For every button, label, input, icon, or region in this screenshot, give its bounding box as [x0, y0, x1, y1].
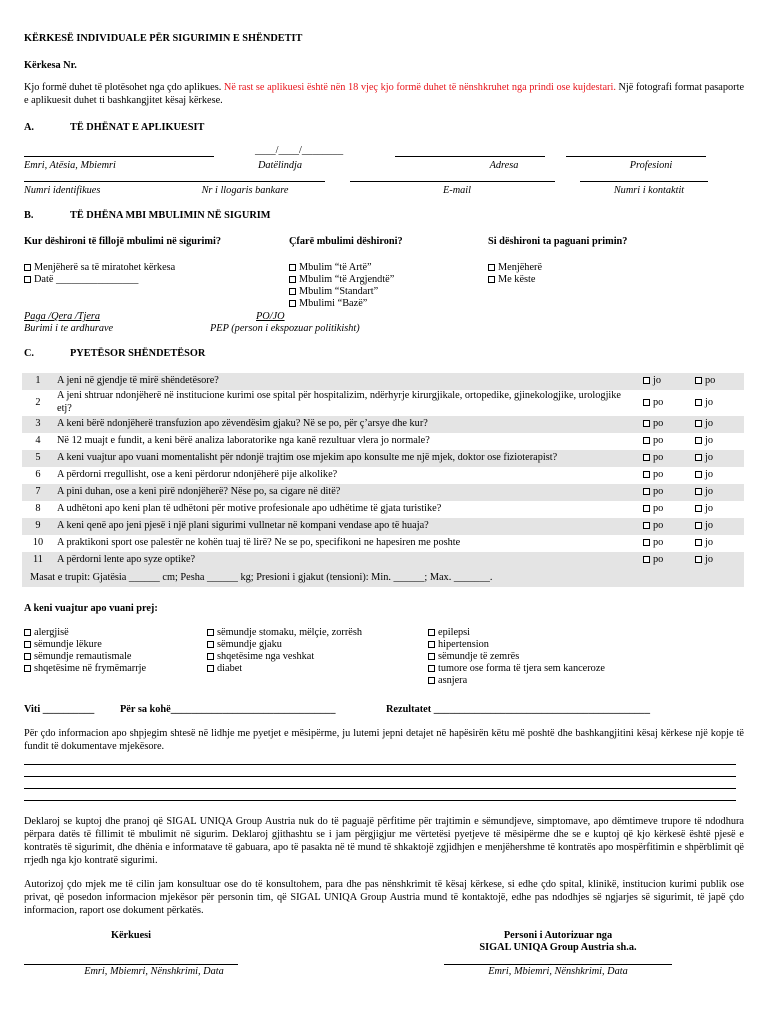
start-option-immediately[interactable]: Menjëherë sa të miratohet kërkesa	[24, 262, 175, 275]
results-field[interactable]: Rezultatet __________________________________________	[386, 704, 650, 715]
answer-option-a[interactable]: po	[640, 467, 692, 484]
table-row	[22, 450, 744, 467]
question-text: A jeni shtruar ndonjëherë në institucione kurimi ose spital për hospitalizim, ndërhyrje kirurgjikale, ortopedike, gjinekologjike, urologjike etj?	[57, 390, 622, 414]
answer-option-a[interactable]: po	[640, 552, 692, 569]
checkbox-icon[interactable]	[695, 522, 702, 529]
question-number: 6	[35, 469, 41, 481]
condition-option[interactable]: hipertension	[428, 639, 605, 651]
payment-question: Si dëshironi ta paguani primin?	[488, 236, 628, 247]
answer-option-a[interactable]: po	[640, 390, 692, 416]
answer-option-b[interactable]: jo	[692, 390, 744, 416]
table-row	[22, 433, 744, 450]
checkbox-icon[interactable]	[695, 399, 702, 406]
condition-option[interactable]: shqetësime në frymëmarrje	[24, 663, 146, 675]
checkbox-icon[interactable]	[695, 539, 702, 546]
question-text: A keni bërë ndonjëherë transfuzion apo zëvendësim gjaku? Në se po, për ç’arsye dhe kur?	[54, 416, 640, 433]
question-text: A keni vuajtur apo vuani momentalisht për ndonjë trajtim ose mjekim apo konsulte me një mjek, doktor ose fizioterapist?	[54, 450, 640, 467]
payment-option-installments[interactable]: Me këste	[488, 274, 535, 287]
checkbox-icon[interactable]	[24, 629, 31, 636]
coverage-start-question: Kur dëshironi të fillojë mbulimi në sigurimi?	[24, 236, 221, 247]
authorized-person-title-1: Personi i Autorizuar nga	[503, 930, 613, 941]
income-source-field[interactable]: Paga /Qera /Tjera	[24, 311, 101, 322]
address-label: Adresa	[489, 160, 519, 171]
checkbox-icon[interactable]	[207, 665, 214, 672]
checkbox-icon[interactable]	[24, 653, 31, 660]
question-number: 8	[35, 503, 41, 515]
answer-option-b[interactable]: jo	[692, 484, 744, 501]
condition-option[interactable]: diabet	[207, 663, 362, 675]
document-title: KËRKESË INDIVIDUALE PËR SIGURIMIN E SHËNDETIT	[24, 33, 303, 44]
checkbox-icon[interactable]	[24, 276, 31, 283]
contact-number-field[interactable]	[580, 181, 708, 182]
checkbox-icon[interactable]	[24, 264, 31, 271]
answer-option-b[interactable]: jo	[692, 552, 744, 569]
payment-option-immediately[interactable]: Menjëherë	[488, 262, 542, 275]
checkbox-icon[interactable]	[488, 276, 495, 283]
authorized-person-title-2: SIGAL UNIQA Group Austria sh.a.	[479, 942, 637, 953]
checkbox-icon[interactable]	[643, 488, 650, 495]
checkbox-icon[interactable]	[289, 300, 296, 307]
id-number-label: Numri identifikues	[24, 185, 101, 196]
table-row	[22, 552, 744, 569]
checkbox-icon[interactable]	[643, 437, 650, 444]
coverage-option-standard[interactable]: Mbulim “Standart”	[289, 286, 378, 299]
coverage-type-question: Çfarë mbulimi dëshironi?	[289, 236, 403, 247]
condition-option[interactable]: tumore ose forma të tjera sem kanceroze	[428, 663, 605, 675]
checkbox-icon[interactable]	[695, 437, 702, 444]
answer-option-b[interactable]: jo	[692, 450, 744, 467]
address-field[interactable]	[395, 156, 545, 157]
body-measurements-row[interactable]	[22, 569, 744, 587]
section-c-title: PYETËSOR SHËNDETËSOR	[70, 348, 206, 359]
question-number: 7	[22, 484, 54, 501]
answer-option-b[interactable]: po	[692, 373, 744, 390]
question-number: 5	[22, 450, 54, 467]
question-number: 2	[35, 396, 41, 408]
conditions-column-3	[428, 627, 605, 687]
checkbox-icon[interactable]	[24, 665, 31, 672]
authorized-signature-caption: Emri, Mbiemri, Nënshkrimi, Data	[488, 966, 628, 977]
table-row	[22, 416, 744, 433]
answer-option-a[interactable]: po	[640, 416, 692, 433]
checkbox-icon[interactable]	[695, 420, 702, 427]
conditions-column-1	[24, 627, 146, 675]
applicant-signature-title: Kërkuesi	[110, 930, 152, 941]
contact-number-label: Numri i kontaktit	[613, 185, 685, 196]
checkbox-icon[interactable]	[643, 556, 650, 563]
checkbox-icon[interactable]	[289, 288, 296, 295]
condition-option[interactable]: sëmundje gjaku	[207, 639, 362, 651]
checkbox-icon[interactable]	[695, 488, 702, 495]
body-measurements-text[interactable]: Masat e trupit: Gjatësia ______ cm; Pesha ______ kg; Presioni i gjakut (tensioni): Min. ______; Max. _______.	[22, 569, 744, 587]
answer-option-b[interactable]: jo	[692, 535, 744, 552]
intro-text-1: Kjo formë duhet të plotësohet nga çdo aplikues.	[24, 82, 222, 93]
applicant-signature-caption: Emri, Mbiemri, Nënshkrimi, Data	[84, 966, 224, 977]
intro-text-minor-warning: Në rast se aplikuesi është nën 18 vjeç kjo formë duhet të nënshkruhet nga prindi ose kujdestari.	[223, 82, 616, 93]
bank-account-label: Nr i llogaris bankare	[201, 185, 289, 196]
condition-option[interactable]: alergjisë	[24, 627, 146, 639]
birthdate-label: Datëlindja	[257, 160, 303, 171]
checkbox-icon[interactable]	[695, 454, 702, 461]
declaration-text: Deklaroj se kuptoj dhe pranoj që SIGAL UNIQA Group Austria nuk do të paguajë përfitime për trajtimin e sëmundjeve, simptomave, apo dëmtimeve trupore të ndodhura përpara datës të fillimit të mbulimit në sigurim. Deklaroj gjithashtu se i jam përgjigjur me vërtetësi pyetjeve të mësipërme dhe se e kuptoj që kjo kërkesë është pjesë e kontratës të sigurimit, dhe dhënia e informatave të gabuara, apo të pasakta në të mund të shkaktojë zgjidhjen e menjëhershme të kontratës apo mospërfitimin e shpërblimit që rrjedh nga kjo kontratë sigurimi.	[24, 816, 744, 866]
extra-info-line-3[interactable]	[24, 788, 736, 789]
section-c-letter: C.	[24, 348, 35, 359]
answer-option-a[interactable]: po	[640, 535, 692, 552]
coverage-option-silver[interactable]: Mbulim “të Argjendtë”	[289, 274, 394, 287]
section-b-title: TË DHËNA MBI MBULIMIN NË SIGURIM	[70, 210, 271, 221]
pep-label: PEP (person i ekspozuar politikisht)	[210, 323, 360, 334]
health-questionnaire-table	[22, 373, 744, 587]
duration-field[interactable]: Për sa kohë________________________________	[120, 704, 336, 715]
answer-option-a[interactable]: po	[640, 518, 692, 535]
question-number: 3	[22, 416, 54, 433]
answer-option-a[interactable]: po	[640, 501, 692, 518]
extra-info-text: Për çdo informacion apo shpjegim shtesë në lidhje me pyetjet e mësipërme, ju lutemi jepni detajet në hapësirën këtu më poshtë dhe bashkangjitini kësaj kërkese një kopje të fundit të dokumentave mjekësore.	[24, 728, 744, 752]
start-option-date[interactable]: Datë ________________	[24, 274, 138, 287]
checkbox-icon[interactable]	[695, 471, 702, 478]
coverage-option-gold[interactable]: Mbulim “të Artë”	[289, 262, 372, 275]
intro-paragraph	[24, 82, 744, 108]
name-field[interactable]	[24, 156, 214, 157]
checkbox-icon[interactable]	[428, 641, 435, 648]
profession-label: Profesioni	[629, 160, 673, 171]
applicant-signature-line[interactable]	[24, 964, 238, 965]
checkbox-icon[interactable]	[207, 629, 214, 636]
condition-option[interactable]: sëmundje remautismale	[24, 651, 146, 663]
extra-info-line-4[interactable]	[24, 800, 736, 801]
question-text: A përdorni rregullisht, ose a keni përdorur ndonjëherë pije alkolike?	[57, 469, 338, 481]
table-row	[22, 484, 744, 501]
section-a-title: TË DHËNAT E APLIKUESIT	[70, 122, 205, 133]
checkbox-icon[interactable]	[643, 454, 650, 461]
checkbox-icon[interactable]	[643, 471, 650, 478]
bank-account-field[interactable]	[140, 181, 325, 182]
authorization-text: Autorizoj çdo mjek me të cilin jam konsultuar ose do të konsultohem, para dhe pas nënshkrimit të kësaj kërkese, si edhe çdo spital, klinikë, institucion kurimi publik ose privat, që posedon informacion mjekësor për personin tim, që SIGAL UNIQA Group Austria mund të kontaktojë, edhe pas ndodhjes së ngjarjes së sigurimit, të japë çdo informacion, raport ose dokument përkatës.	[24, 879, 744, 916]
table-row	[22, 535, 744, 552]
checkbox-icon[interactable]	[428, 629, 435, 636]
checkbox-icon[interactable]	[289, 276, 296, 283]
condition-option[interactable]: epilepsi	[428, 627, 605, 639]
conditions-title: A keni vuajtur apo vuani prej:	[24, 603, 158, 614]
condition-option[interactable]: sëmundje stomaku, mëlçie, zorrësh	[207, 627, 362, 639]
checkbox-icon[interactable]	[695, 505, 702, 512]
question-number: 4	[35, 435, 41, 447]
checkbox-icon[interactable]	[428, 677, 435, 684]
question-number: 10	[32, 537, 44, 549]
checkbox-icon[interactable]	[695, 377, 702, 384]
answer-option-b[interactable]: jo	[692, 433, 744, 450]
question-text: A jeni në gjendje të mirë shëndetësore?	[54, 373, 640, 390]
table-row	[22, 518, 744, 535]
extra-info-line-1[interactable]	[24, 764, 736, 765]
answer-option-a[interactable]: po	[640, 433, 692, 450]
table-row	[22, 390, 744, 416]
checkbox-icon[interactable]	[643, 505, 650, 512]
checkbox-icon[interactable]	[695, 556, 702, 563]
table-row	[22, 501, 744, 518]
name-label: Emri, Atësia, Mbiemri	[24, 160, 116, 171]
condition-option[interactable]: shqetësime nga veshkat	[207, 651, 362, 663]
checkbox-icon[interactable]	[428, 653, 435, 660]
email-label: E-mail	[442, 185, 472, 196]
question-text: Në 12 muajt e fundit, a keni bërë analiza laboratorike nga kanë rezultuar vlera jo normale?	[57, 435, 430, 447]
question-text: A praktikoni sport ose palestër ne kohën tuaj të lirë? Ne se po, specifikoni ne hapesiren me poshte	[57, 537, 461, 549]
question-number: 11	[22, 552, 54, 569]
birthdate-field[interactable]: ____/____/________	[255, 145, 344, 156]
question-number: 1	[22, 373, 54, 390]
checkbox-icon[interactable]	[643, 522, 650, 529]
extra-info-line-2[interactable]	[24, 776, 736, 777]
coverage-option-basic[interactable]: Mbulimi “Bazë”	[289, 298, 367, 311]
profession-field[interactable]	[566, 156, 706, 157]
checkbox-icon[interactable]	[428, 665, 435, 672]
answer-option-b[interactable]: jo	[692, 467, 744, 484]
answer-option-b[interactable]: jo	[692, 501, 744, 518]
answer-option-a[interactable]: po	[640, 450, 692, 467]
pep-field[interactable]: PO/JO	[256, 311, 285, 322]
answer-option-a[interactable]: jo	[640, 373, 692, 390]
table-row	[22, 467, 744, 484]
answer-option-a[interactable]: po	[640, 484, 692, 501]
checkbox-icon[interactable]	[643, 377, 650, 384]
checkbox-icon[interactable]	[643, 420, 650, 427]
email-field[interactable]	[350, 181, 555, 182]
checkbox-icon[interactable]	[643, 539, 650, 546]
condition-option[interactable]: sëmundje të zemrës	[428, 651, 605, 663]
checkbox-icon[interactable]	[207, 653, 214, 660]
checkbox-icon[interactable]	[24, 641, 31, 648]
section-a-letter: A.	[24, 122, 35, 133]
request-number-label: Kërkesa Nr.	[24, 60, 77, 71]
answer-option-b[interactable]: jo	[692, 518, 744, 535]
answer-option-b[interactable]: jo	[692, 416, 744, 433]
checkbox-icon[interactable]	[488, 264, 495, 271]
question-text: A keni qenë apo jeni pjesë i një plani sigurimi vullnetar në kompani vendase apo të huaja?	[54, 518, 640, 535]
question-text: A përdorni lente apo syze optike?	[54, 552, 640, 569]
question-text: A pini duhan, ose a keni pirë ndonjëherë? Nëse po, sa cigare në ditë?	[54, 484, 640, 501]
condition-option[interactable]: sëmundje lëkure	[24, 639, 146, 651]
income-source-label: Burimi i te ardhurave	[24, 323, 114, 334]
question-number: 9	[22, 518, 54, 535]
conditions-column-2	[207, 627, 362, 675]
intro-text-2: Një fotografi format pasaporte e aplikuesit duhet ti bashkangjitet kësaj kërkese.	[24, 82, 745, 106]
checkbox-icon[interactable]	[289, 264, 296, 271]
id-number-field[interactable]	[24, 181, 151, 182]
section-b-letter: B.	[24, 210, 34, 221]
table-row	[22, 373, 744, 390]
condition-option[interactable]: asnjera	[428, 675, 605, 687]
authorized-signature-line[interactable]	[444, 964, 672, 965]
checkbox-icon[interactable]	[207, 641, 214, 648]
checkbox-icon[interactable]	[643, 399, 650, 406]
year-field[interactable]: Viti __________	[24, 704, 95, 715]
question-text: A udhëtoni apo keni plan të udhëtoni për motive profesionale apo udhëtime të gjata turistike?	[57, 503, 442, 515]
